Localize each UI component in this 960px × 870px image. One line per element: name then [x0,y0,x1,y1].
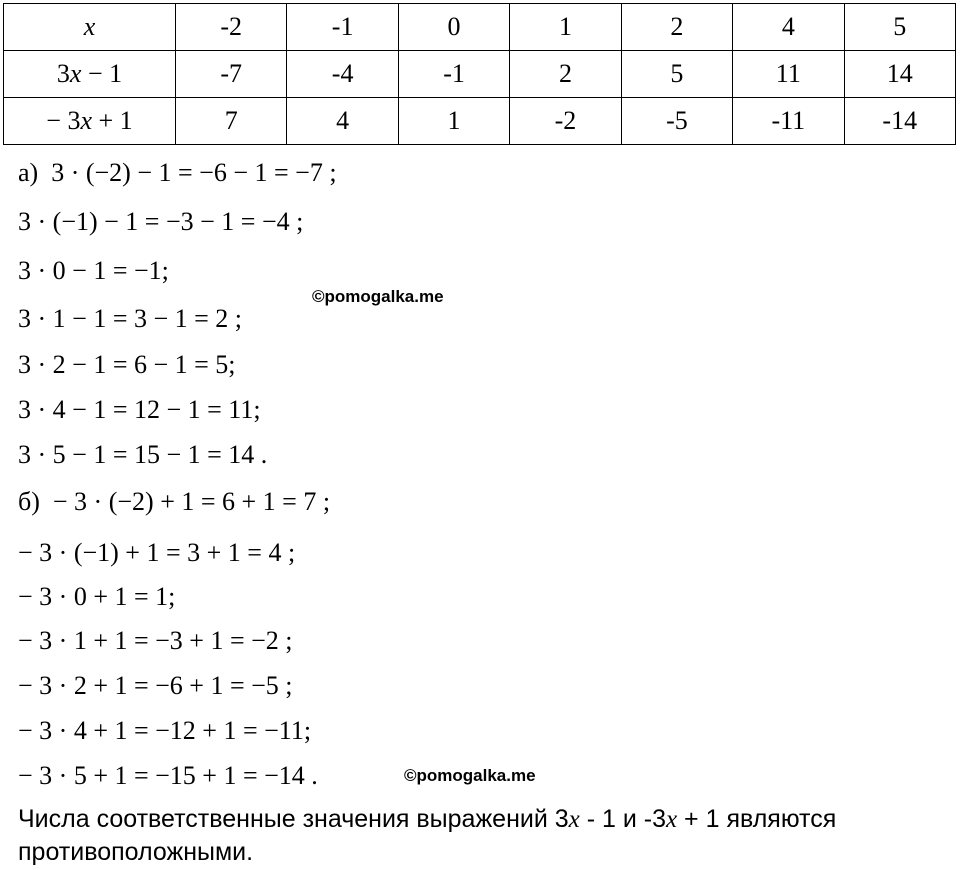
table-cell: 1 [398,98,509,145]
table-cell: 11 [733,51,844,98]
table-cell: 4 [287,98,398,145]
equation-a-1: а) 3 · (−2) − 1 = −6 − 1 = −7 ; [18,158,337,187]
table-cell: -7 [176,51,287,98]
table-cell: -1 [398,51,509,98]
equation-b-3: − 3 · 0 + 1 = 1; [18,582,176,611]
table-cell: 2 [621,4,732,51]
table-cell: -11 [733,98,844,145]
conclusion-text: Числа соответственные значения выражений 3x - 1 и -3x + 1 являются противоположными. [18,805,837,866]
equation-b-5: − 3 · 2 + 1 = −6 + 1 = −5 ; [18,671,293,700]
table-cell: -1 [287,4,398,51]
equation-b-4: − 3 · 1 + 1 = −3 + 1 = −2 ; [18,626,293,655]
table-cell: -2 [510,98,621,145]
table-cell: 5 [844,4,955,51]
table-row [4,4,956,51]
equation-a-7: 3 · 5 − 1 = 15 − 1 = 14 . [18,440,268,469]
equation-a-5: 3 · 2 − 1 = 6 − 1 = 5; [18,350,236,379]
table-cell: -4 [287,51,398,98]
table-cell: 1 [510,4,621,51]
table-row [4,98,956,145]
equation-b-2: − 3 · (−1) + 1 = 3 + 1 = 4 ; [18,538,296,567]
table-cell: 5 [621,51,732,98]
watermark: ©pomogalka.me [404,766,536,785]
table-cell: 7 [176,98,287,145]
table-cell: 14 [844,51,955,98]
table-cell: -14 [844,98,955,145]
equation-a-2: 3 · (−1) − 1 = −3 − 1 = −4 ; [18,207,304,236]
row-label: 3x − 1 [4,51,176,98]
table-cell: 4 [733,4,844,51]
table-cell: -5 [621,98,732,145]
equation-a-3: 3 · 0 − 1 = −1; [18,256,169,285]
equation-b-7: − 3 · 5 + 1 = −15 + 1 = −14 . [18,761,318,790]
equation-b-6: − 3 · 4 + 1 = −12 + 1 = −11; [18,716,312,745]
watermark: ©pomogalka.me [312,287,444,306]
row-label: x [4,4,176,51]
table-cell: -2 [176,4,287,51]
equation-b-1: б) − 3 · (−2) + 1 = 6 + 1 = 7 ; [18,487,331,516]
table-cell: 0 [398,4,509,51]
row-label: − 3x + 1 [4,98,176,145]
values-table [3,3,956,145]
equation-a-4: 3 · 1 − 1 = 3 − 1 = 2 ; [18,304,243,333]
equation-a-6: 3 · 4 − 1 = 12 − 1 = 11; [18,395,261,424]
table-cell: 2 [510,51,621,98]
table-row [4,51,956,98]
